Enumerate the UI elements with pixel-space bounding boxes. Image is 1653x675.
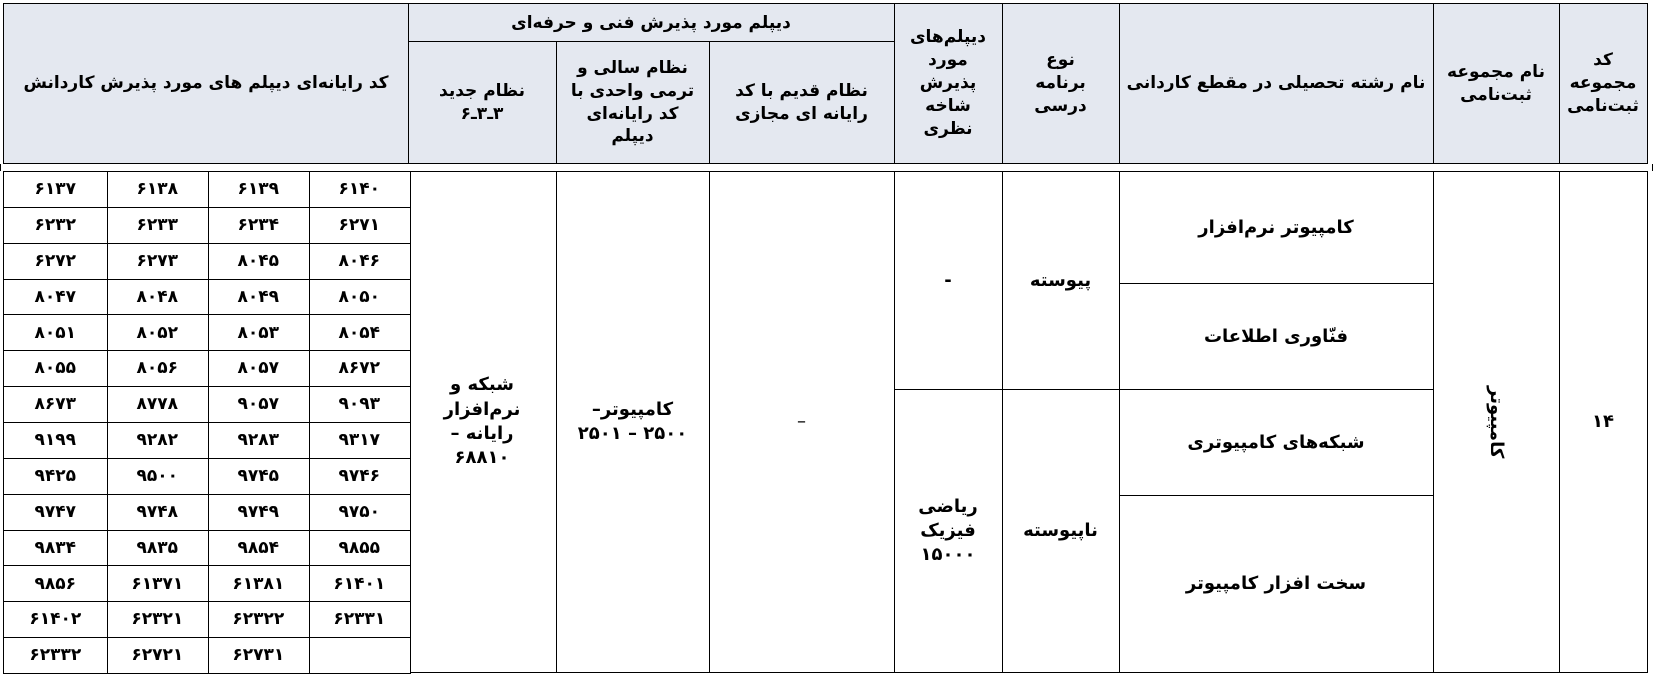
header-annual-system (555, 41, 710, 164)
program-type-value: پیوسته (1029, 269, 1092, 291)
kardanesh-code-cell: ۶۱۳۹ (207, 171, 310, 208)
kardanesh-code-cell: ۶۱۳۷۱ (106, 565, 209, 602)
field-name-value: فنّاوری اطلاعات (1203, 325, 1349, 347)
kardanesh-code-cell: ۹۵۰۰ (106, 458, 209, 495)
kardanesh-code-cell: ۸۰۴۶ (308, 243, 411, 280)
header-separator (0, 164, 1653, 171)
program-type-cell (1001, 389, 1120, 673)
kardanesh-code-cell: ۶۲۷۳ (106, 243, 209, 280)
header-kardanesh-codes (3, 3, 409, 164)
header-group-name (1432, 3, 1560, 164)
program-type-cell (1001, 171, 1120, 391)
kardanesh-code-cell: ۶۲۷۲ (3, 243, 108, 280)
kardanesh-code-cell: ۶۲۳۲۲ (207, 601, 310, 638)
kardanesh-code-cell: ۶۲۷۱ (308, 207, 411, 244)
kardanesh-code-cell: ۸۰۵۳ (207, 314, 310, 351)
kardanesh-code-cell: ۹۰۹۳ (308, 386, 411, 423)
kardanesh-code-cell: ۶۲۳۲۱ (106, 601, 209, 638)
kardanesh-code-cell: ۸۰۵۱ (3, 314, 108, 351)
kardanesh-code-cell: ۸۶۷۲ (308, 350, 411, 387)
kardanesh-code-cell: ۹۲۸۲ (106, 422, 209, 459)
field-cell (1118, 171, 1434, 285)
kardanesh-code-cell: ۶۱۴۰ (308, 171, 411, 208)
kardanesh-code-cell: ۹۷۵۰ (308, 494, 411, 531)
field-cell (1118, 283, 1434, 391)
new-system-value: شبکه و نرم‌افزار رایانه – ۶۸۸۱۰ (443, 374, 521, 469)
header-technical-diplomas-text: دیپلم مورد پذیرش فنی و حرفه‌ای (511, 12, 791, 33)
kardanesh-code-cell: ۶۲۳۲ (3, 207, 108, 244)
field-name-value: سخت افزار کامپیوتر (1185, 572, 1367, 594)
theory-value: - (944, 269, 952, 291)
kardanesh-code-cell: ۹۸۳۵ (106, 530, 209, 567)
kardanesh-code-cell: ۸۷۷۸ (106, 386, 209, 423)
kardanesh-code-cell: ۸۰۴۵ (207, 243, 310, 280)
kardanesh-code-cell: ۶۱۴۰۲ (3, 601, 108, 638)
theory-cell (893, 389, 1003, 673)
header-annual-system-text: نظام سالی و ترمی واحدی با کد رایانه‌ای دیپلم (570, 57, 695, 147)
kardanesh-code-cell: ۶۲۳۴ (207, 207, 310, 244)
kardanesh-code-cell: ۹۰۵۷ (207, 386, 310, 423)
header-old-system (708, 41, 895, 164)
kardanesh-code-cell: ۸۶۷۳ (3, 386, 108, 423)
kardanesh-code-cell: ۸۰۵۴ (308, 314, 411, 351)
theory-cell (893, 171, 1003, 391)
kardanesh-code-cell: ۶۲۷۲۱ (106, 637, 209, 674)
kardanesh-code-cell: ۹۸۵۴ (207, 530, 310, 567)
kardanesh-code-cell: ۹۳۱۷ (308, 422, 411, 459)
header-field-name (1118, 3, 1434, 164)
field-name-value: کامپیوتر نرم‌افزار (1198, 216, 1354, 238)
kardanesh-code-cell: ۹۷۴۶ (308, 458, 411, 495)
kardanesh-code-cell: ۶۱۳۸ (106, 171, 209, 208)
kardanesh-code-cell: ۸۰۵۰ (308, 279, 411, 316)
header-group-name-text: نام مجموعه ثبت‌نامی (1447, 61, 1545, 105)
header-group-code (1558, 3, 1648, 164)
header-field-name-text: نام رشته تحصیلی در مقطع کاردانی (1126, 73, 1426, 94)
new-system-cell (407, 171, 557, 673)
kardanesh-code-cell: ۸۰۴۷ (3, 279, 108, 316)
kardanesh-code-cell: ۹۸۵۶ (3, 565, 108, 602)
kardanesh-codes-grid (3, 171, 409, 673)
kardanesh-code-cell: ۹۸۵۵ (308, 530, 411, 567)
header-kardanesh-codes-text: کد رایانه‌ای دیپلم های مورد پذیرش کاردانش (23, 73, 389, 94)
theory-value: ریاضی فیزیک ۱۵۰۰۰ (918, 495, 978, 566)
kardanesh-code-cell: ۸۰۴۸ (106, 279, 209, 316)
kardanesh-code-cell: ۹۷۴۸ (106, 494, 209, 531)
old-system-value: – (797, 410, 806, 432)
group-code-cell (1558, 171, 1648, 673)
kardanesh-code-cell: ۶۱۳۸۱ (207, 565, 310, 602)
kardanesh-code-cell: ۸۰۵۲ (106, 314, 209, 351)
header-theory-diplomas (893, 3, 1003, 164)
kardanesh-code-cell: ۹۸۳۴ (3, 530, 108, 567)
field-cell (1118, 389, 1434, 497)
group-name-value: کامپیوتر (1486, 385, 1508, 459)
kardanesh-code-cell: ۹۷۴۹ (207, 494, 310, 531)
kardanesh-code-cell: ۹۲۸۳ (207, 422, 310, 459)
kardanesh-code-cell: ۶۲۳۳۱ (308, 601, 411, 638)
kardanesh-code-cell: ۸۰۵۶ (106, 350, 209, 387)
kardanesh-code-cell: ۸۰۵۵ (3, 350, 108, 387)
kardanesh-code-cell: ۹۷۴۷ (3, 494, 108, 531)
kardanesh-code-cell: ۹۱۹۹ (3, 422, 108, 459)
header-group-code-text: کد مجموعه ثبت‌نامی (1567, 50, 1639, 116)
field-cell (1118, 495, 1434, 673)
header-technical-diplomas (407, 3, 895, 43)
header-new-system-text: نظام جدید ۳ـ۳ـ۶ (439, 80, 525, 124)
group-name-cell (1432, 171, 1560, 673)
kardanesh-code-cell (308, 637, 411, 674)
kardanesh-code-cell: ۶۲۷۳۱ (207, 637, 310, 674)
kardanesh-code-cell: ۶۱۳۷ (3, 171, 108, 208)
header-program-type (1001, 3, 1120, 164)
kardanesh-code-cell: ۶۱۴۰۱ (308, 565, 411, 602)
kardanesh-code-cell: ۹۷۴۵ (207, 458, 310, 495)
kardanesh-code-cell: ۶۲۳۳۲ (3, 637, 108, 674)
field-name-value: شبکه‌های کامپیوتری (1187, 431, 1365, 453)
header-program-type-text: نوع برنامه درسی (1034, 50, 1087, 116)
kardanesh-code-cell: ۸۰۵۷ (207, 350, 310, 387)
kardanesh-code-cell: ۸۰۴۹ (207, 279, 310, 316)
header-new-system (407, 41, 557, 164)
annual-system-value: کامپیوتر– ۲۵۰۰ – ۲۵۰۱ (577, 398, 688, 444)
header-old-system-text: نظام قدیم با کد رایانه ای مجازی (735, 80, 868, 124)
program-type-value: ناپیوسته (1023, 519, 1098, 541)
header-theory-diplomas-text: دیپلم‌های مورد پذیرش شاخه نظری (909, 27, 987, 139)
kardanesh-code-cell: ۶۲۳۳ (106, 207, 209, 244)
group-code-value: ۱۴ (1592, 410, 1614, 432)
kardanesh-code-cell: ۹۴۲۵ (3, 458, 108, 495)
annual-system-cell (555, 171, 710, 673)
old-system-cell (708, 171, 895, 673)
